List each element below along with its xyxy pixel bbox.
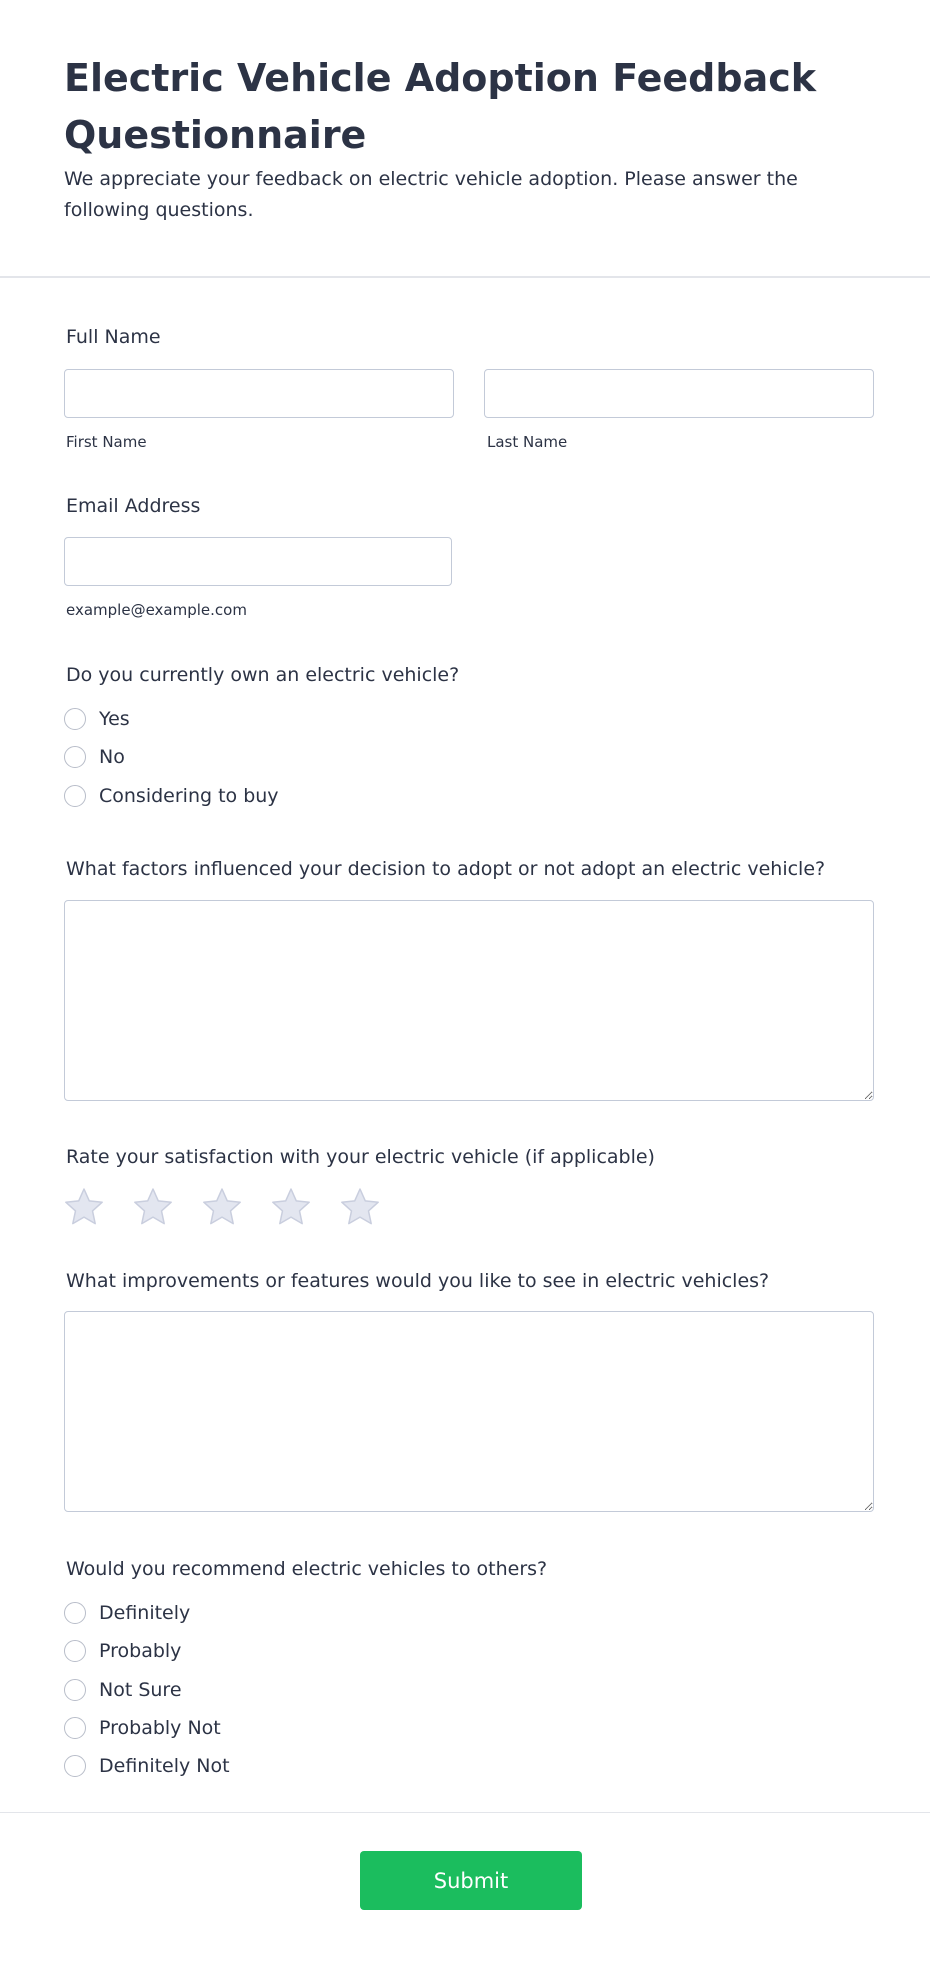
- star-icon[interactable]: [64, 1187, 104, 1227]
- radio-option-not-sure[interactable]: [64, 1677, 182, 1703]
- radio-label: Not Sure: [99, 1679, 182, 1701]
- satisfaction-label: Rate your satisfaction with your electric vehicle (if applicable): [66, 1146, 655, 1168]
- form-title: Electric Vehicle Adoption Feedback Questionnaire: [64, 56, 817, 157]
- radio-label: Probably Not: [99, 1717, 221, 1739]
- radio-label: Probably: [99, 1640, 182, 1662]
- radio-option-probably[interactable]: [64, 1638, 181, 1664]
- improvements-textarea[interactable]: [64, 1311, 874, 1512]
- radio-option-definitely-not[interactable]: [64, 1753, 230, 1779]
- radio-circle[interactable]: [64, 746, 86, 768]
- first-name-input[interactable]: [64, 369, 454, 418]
- radio-label: Definitely: [99, 1602, 191, 1624]
- radio-label: Definitely Not: [99, 1755, 230, 1777]
- star-icon[interactable]: [202, 1187, 242, 1227]
- radio-option-yes[interactable]: [64, 706, 130, 732]
- star-icon[interactable]: [340, 1187, 380, 1227]
- radio-option-definitely[interactable]: [64, 1600, 190, 1626]
- factors-label: What factors influenced your decision to adopt or not adopt an electric vehicle?: [66, 858, 826, 880]
- radio-circle[interactable]: [64, 785, 86, 807]
- email-input[interactable]: [64, 537, 452, 586]
- improvements-label: What improvements or features would you like to see in electric vehicles?: [66, 1270, 770, 1292]
- radio-circle[interactable]: [64, 1640, 86, 1662]
- radio-circle[interactable]: [64, 708, 86, 730]
- recommend-label: Would you recommend electric vehicles to others?: [66, 1558, 548, 1580]
- radio-circle[interactable]: [64, 1602, 86, 1624]
- radio-circle[interactable]: [64, 1755, 86, 1777]
- star-icon[interactable]: [133, 1187, 173, 1227]
- last-name-input[interactable]: [484, 369, 874, 418]
- submit-button[interactable]: Submit: [360, 1851, 582, 1910]
- radio-option-probably-not[interactable]: [64, 1715, 221, 1741]
- last-name-sublabel: Last Name: [487, 433, 568, 451]
- star-icon[interactable]: [271, 1187, 311, 1227]
- radio-label: No: [99, 746, 125, 768]
- first-name-sublabel: First Name: [66, 433, 147, 451]
- footer-divider: [0, 1812, 930, 1813]
- form-description: We appreciate your feedback on electric vehicle adoption. Please answer the following questions.: [64, 168, 798, 221]
- radio-circle[interactable]: [64, 1717, 86, 1739]
- radio-label: Considering to buy: [99, 785, 279, 807]
- radio-option-no[interactable]: [64, 744, 125, 770]
- full-name-label: Full Name: [66, 326, 161, 348]
- radio-option-considering[interactable]: [64, 783, 279, 809]
- form-header: [0, 0, 930, 278]
- radio-circle[interactable]: [64, 1679, 86, 1701]
- email-sublabel: example@example.com: [66, 601, 247, 619]
- star-rating[interactable]: [64, 1187, 409, 1227]
- radio-label: Yes: [99, 708, 130, 730]
- factors-textarea[interactable]: [64, 900, 874, 1101]
- own-ev-label: Do you currently own an electric vehicle?: [66, 664, 460, 686]
- email-label: Email Address: [66, 495, 201, 517]
